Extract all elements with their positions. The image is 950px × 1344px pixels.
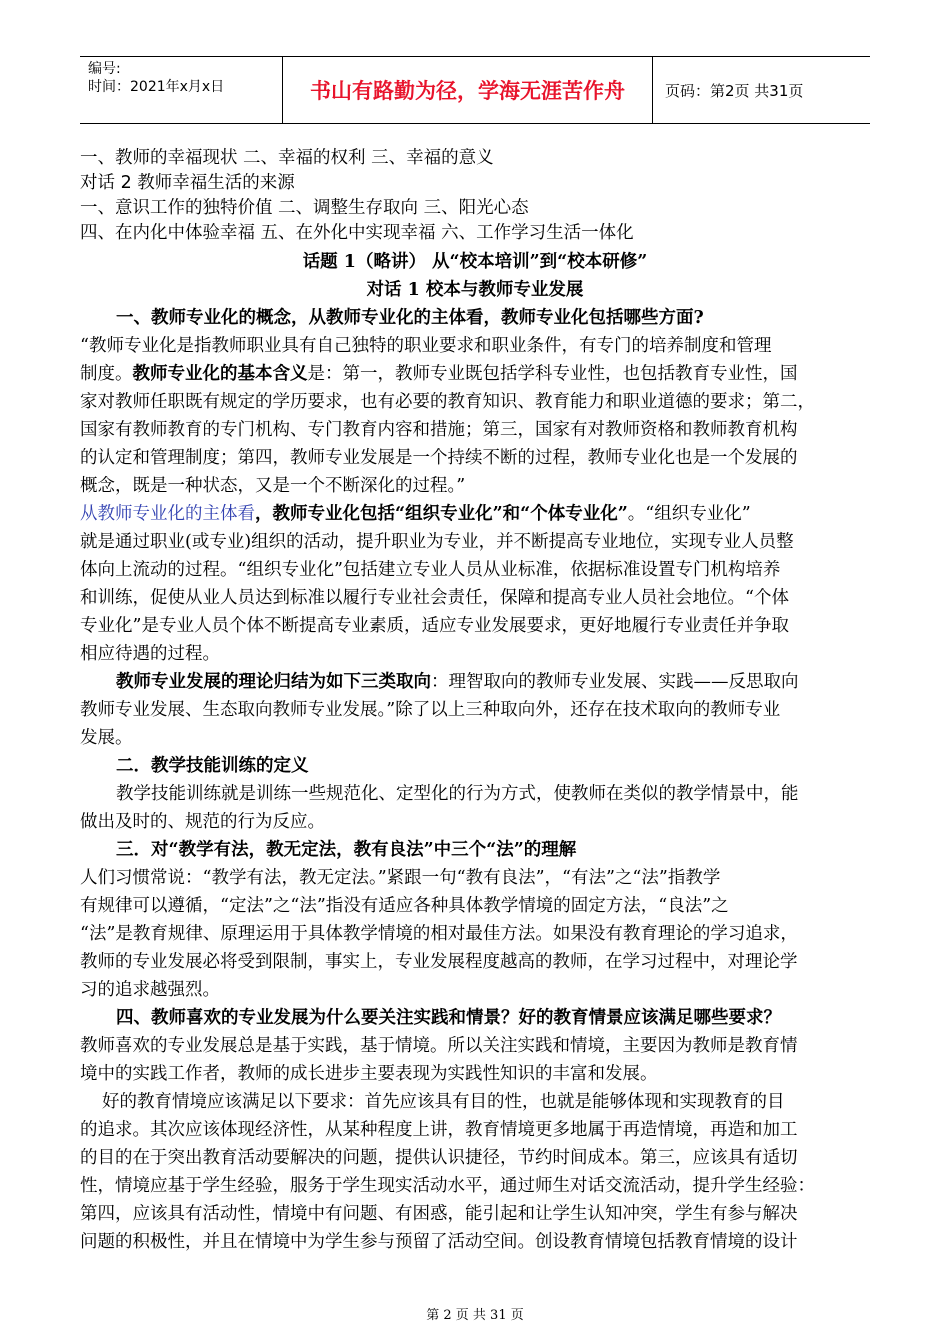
- intro-line: 对话 2 教师幸福生活的来源: [80, 173, 295, 193]
- header-meta-cell: [80, 57, 283, 123]
- blue-phrase: 从教师专业化的主体看: [80, 504, 255, 524]
- paragraph-line: 教师专业发展、生态取向教师专业发展。”除了以上三种取向外，还存在技术取向的教师专业: [80, 700, 781, 720]
- bold-term: 教师专业化的基本含义: [132, 364, 308, 384]
- paragraph-line: 的目的在于突出教育活动要解决的问题，提供认识捷径，节约时间成本。第三，应该具有适切: [80, 1148, 798, 1168]
- paragraph-line: 境中的实践工作者，教师的成长进步主要表现为实践性知识的丰富和发展。: [80, 1064, 658, 1084]
- text-run: 。“组织专业化”: [627, 504, 751, 524]
- paragraph-line: [80, 360, 870, 388]
- topic-title: 话题 1（略讲） 从“校本培训”到“校本研修”: [302, 252, 648, 272]
- section-heading: 四、教师喜欢的专业发展为什么要关注实践和情景？好的教育情景应该满足哪些要求？: [116, 1008, 781, 1028]
- header-page-info: 页码：第2页 共31页: [665, 81, 804, 100]
- paragraph-line: [80, 500, 870, 528]
- section-heading: 一、教师专业化的概念，从教师专业化的主体看，教师专业化包括哪些方面?: [116, 308, 704, 328]
- intro-line: 四、在内化中体验幸福 五、在外化中实现幸福 六、工作学习生活一体化: [80, 223, 634, 243]
- paragraph-line: 专业化”是专业人员个体不断提高专业素质，适应专业发展要求，更好地履行专业责任并争取: [80, 616, 789, 636]
- paragraph-line: 的追求。其次应该体现经济性，从某种程度上讲，教育情境更多地属于再造情境，再造和加工: [80, 1120, 798, 1140]
- paragraph-line: 有规律可以遵循，“定法”之“法”指没有适应各种具体教学情境的固定方法，“良法”之: [80, 896, 729, 916]
- paragraph-line: 问题的积极性，并且在情境中为学生参与预留了活动空间。创设教育情境包括教育情境的设计: [80, 1232, 798, 1252]
- paragraph-line: 教师喜欢的专业发展总是基于实践，基于情境。所以关注实践和情境，主要因为教师是教育情: [80, 1036, 798, 1056]
- bold-term: ，教师专业化包括“组织专业化”和“个体专业化”: [255, 504, 628, 524]
- paragraph-line: 体向上流动的过程。“组织专业化”包括建立专业人员从业标准，依据标准设置专门机构培养: [80, 560, 781, 580]
- paragraph-line: 习的追求越强烈。: [80, 980, 220, 1000]
- intro-line: 一、意识工作的独特价值 二、调整生存取向 三、阳光心态: [80, 198, 529, 218]
- page-header-table: [80, 56, 870, 124]
- paragraph-line: 做出及时的、规范的行为反应。: [80, 812, 325, 832]
- paragraph-line: 人们习惯常说：“教学有法，教无定法。”紧跟一句“教有良法”，“有法”之“法”指教学: [80, 868, 721, 888]
- paragraph-line: [80, 668, 870, 696]
- paragraph-line: 的认定和管理制度；第四，教师专业发展是一个持续不断的过程，教师专业化也是一个发展的: [80, 448, 798, 468]
- paragraph-line: 和训练，促使从业人员达到标准以履行专业社会责任，保障和提高专业人员社会地位。“个体: [80, 588, 789, 608]
- text-run: ：理智取向的教师专业发展、实践——反思取向: [431, 672, 799, 692]
- paragraph-line: 就是通过职业(或专业)组织的活动，提升职业为专业，并不断提高专业地位，实现专业人员整: [80, 532, 794, 552]
- paragraph-line: 好的教育情境应该满足以下要求：首先应该具有目的性，也就是能够体现和实现教育的目: [102, 1092, 785, 1112]
- page-footer: 第 2 页 共 31 页: [426, 1308, 524, 1323]
- paragraph-line: 概念，既是一种状态，又是一个不断深化的过程。”: [80, 476, 466, 496]
- dialogue-title: 对话 1 校本与教师专业发展: [366, 280, 584, 300]
- text-run: 是：第一，教师专业既包括学科专业性，也包括教育专业性，国: [307, 364, 798, 384]
- paragraph-line: 第四，应该具有活动性，情境中有问题、有困惑，能引起和让学生认知冲突，学生有参与解决: [80, 1204, 798, 1224]
- paragraph-line: 教师的专业发展必将受到限制，事实上，专业发展程度越高的教师，在学习过程中，对理论学: [80, 952, 798, 972]
- serial-label: 编号:: [88, 61, 121, 77]
- paragraph-line: 性，情境应基于学生经验，服务于学生现实活动水平，通过师生对话交流活动，提升学生经验：: [80, 1176, 815, 1196]
- bold-term: 教师专业发展的理论归结为如下三类取向: [116, 672, 431, 692]
- intro-line: 一、教师的幸福现状 二、幸福的权利 三、幸福的意义: [80, 148, 494, 168]
- section-heading: 二．教学技能训练的定义: [116, 756, 309, 776]
- paragraph-line: 相应待遇的过程。: [80, 644, 220, 664]
- document-body: [80, 146, 870, 1256]
- paragraph-line: “法”是教育规律、原理运用于具体教学情境的相对最佳方法。如果没有教育理论的学习追求，: [80, 924, 798, 944]
- paragraph-line: “教师专业化是指教师职业具有自己独特的职业要求和职业条件，有专门的培养制度和管理: [80, 336, 772, 356]
- paragraph-line: 发展。: [80, 728, 133, 748]
- paragraph-line: 家对教师任职既有规定的学历要求，也有必要的教育知识、教育能力和职业道德的要求；第二，: [80, 392, 815, 412]
- text-run: 制度。: [80, 364, 133, 384]
- time-label: 时间：2021年x月x日: [88, 79, 225, 95]
- paragraph-line: 国家有教师教育的专门机构、专门教育内容和措施；第三，国家有对教师资格和教师教育机构: [80, 420, 798, 440]
- paragraph-line: 教学技能训练就是训练一些规范化、定型化的行为方式，使教师在类似的教学情景中，能: [116, 784, 799, 804]
- header-motto: 书山有路勤为径，学海无涯苦作舟: [283, 57, 653, 123]
- section-heading: 三．对“教学有法，教无定法，教有良法”中三个“法”的理解: [116, 840, 577, 860]
